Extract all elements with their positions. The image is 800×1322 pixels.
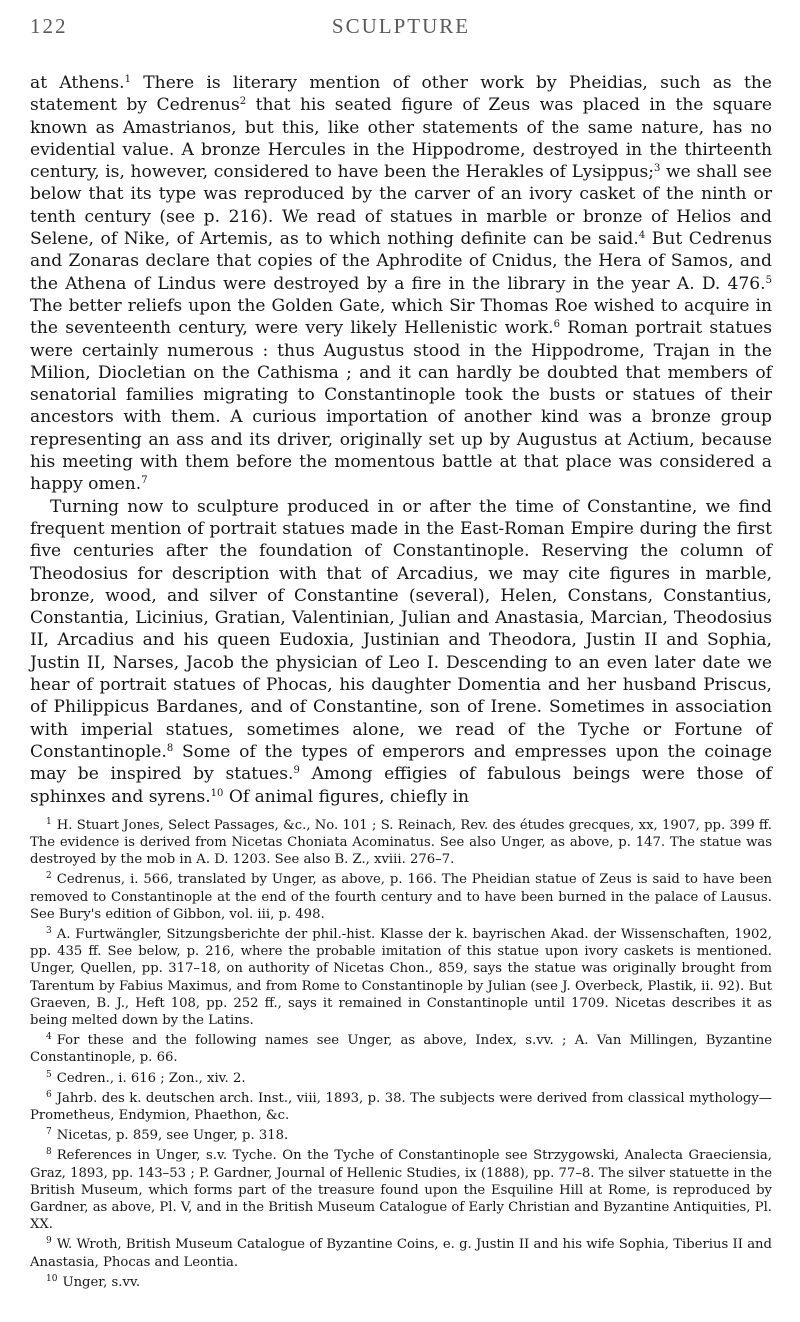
footnote-text: Unger, s.vv. [62, 1274, 141, 1290]
footnote-8 [30, 1144, 772, 1233]
paragraph-2: Turning now to sculpture produced in or after the time of Constantine, we find frequent mention of portrait statues made in the East-Roman Empire during the first five centuries after the foundation of Constantinople. Reserving the column of Theodosius for description with that of Arcadius, we may cite figures in marble, bronze, wood, and silver of Constantine (several), Helen, Constans, Constantius, Constantia, Licinius, Gratian, Valentinian, Julian and Anastasia, Marcian, Theodosius II, Arcadius and his queen Eudoxia, Justinian and Theodora, Justin II and Sophia, Justin II, Narses, Jacob the physician of Leo I. Descending to an even later date we hear of portrait statues of Phocas, his daughter Domentia and her husband Priscus, of Philippicus Bardanes, and of Constantine, son of Irene. Sometimes in association with imperial statues, sometimes alone, we read of the Tyche or Fortune of Constantinople.$^8$ Some of the types of emperors and empresses upon the coinage may be inspired by statues.$^9$ Among effigies of fabulous beings were those of sphinxes and syrens.$^{10}$ Of animal figures, chiefly in [30, 496, 772, 807]
footnote-5 [30, 1067, 772, 1087]
footnote-text: References in Unger, s.v. Tyche. On the Tyche of Constantinople see Strzygowski, Analecta Graeciensia, Graz, 1893, pp. 143–53 ; P. Gardner, Journal of Hellenic Studies, ix (1888), pp. 77–8. The silver statuette in the British Museum, which forms part of the treasure found upon the Esquiline Hill at Rome, is reproduced by Gardner, as above, Pl. V, and in the British Museum Catalogue of Early Christian and Byzantine Antiquities, Pl. XX. [30, 1148, 772, 1233]
footnote-10 [30, 1271, 772, 1291]
footnote-number: 6 [46, 1089, 52, 1100]
footnote-text: A. Furtwängler, Sitzungsberichte der phil.-hist. Klasse der k. bayrischen Akad. der Wissenschaften, 1902, pp. 435 ff. See below, p. 216, where the probable imitation of this statue upon ivory caskets is mentioned. Unger, Quellen, pp. 317–18, on authority of Nicetas Chon., 859, says the statue was originally brought from Tarentum by Fabius Maximus, and from Rome to Constantinople by Julian (see J. Overbeck, Plastik, ii. 92). But Graeven, B. J., Heft 108, pp. 252 ff., says it remained in Constantinople until 1709. Nicetas describes it as being melted down by the Latins. [30, 927, 772, 1029]
footnote-text: Nicetas, p. 859, see Unger, p. 318. [56, 1128, 289, 1144]
running-title: SCULPTURE [331, 14, 471, 38]
footnote-text: H. Stuart Jones, Select Passages, &c., No. 101 ; S. Reinach, Rev. des études grecques, xx, 1907, pp. 399 ff. The evidence is derived from Nicetas Choniata Acominatus. See also Unger, as above, p. 147. The statue was destroyed by the mob in A. D. 1203. See also B. Z., xviii. 276–7. [30, 817, 772, 868]
footnote-ref[interactable]: 4 [638, 230, 646, 242]
footnote-number: 2 [46, 871, 52, 882]
footnote-ref[interactable]: 5 [765, 274, 772, 286]
paragraph-1: at Athens.$^1$ There is literary mention of other work by Pheidias, such as the statement by Cedrenus$^2$ that his seated figure of Zeus was placed in the square known as Amastrianos, but this, like other statements of the same nature, has no evidential value. A bronze Hercules in the Hippodrome, destroyed in the thirteenth century, is, however, considered to have been the Herakles of Lysippus;$^3$ we shall see below that its type was reproduced by the carver of an ivory casket of the ninth or tenth century (see p. 216). We read of statues in marble or bronze of Helios and Selene, of Nike, of Artemis, as to which nothing definite can be said.$^4$ But Cedrenus and Zonaras declare that copies of the Aphrodite of Cnidus, the Hera of Samos, and the Athena of Lindus were destroyed by a fire in the library in the year A. D. 476.$^5$ The better reliefs upon the Golden Gate, which Sir Thomas Roe wished to acquire in the seventeenth century, were very likely Hellenistic work.$^6$ Roman portrait statues were certainly numerous : thus Augustus stood in the Hippodrome, Trajan in the Milion, Diocletian on the Cathisma ; and it can hardly be doubted that members of senatorial families migrating to Constantinople took the busts or statues of their ancestors with them. A curious importation of another kind was a bronze group representing an ass and its driver, originally set up by Augustus at Actium, because his meeting with them before the momentous battle at that place was considered a happy omen.$^7$ [30, 73, 773, 495]
footnote-number: 3 [46, 926, 52, 937]
footnote-number: 4 [46, 1032, 52, 1043]
footnote-4 [30, 1029, 772, 1066]
page-number: 122 [30, 14, 68, 38]
footnote-number: 8 [46, 1147, 52, 1158]
footnote-number: 5 [46, 1069, 52, 1080]
footnote-number: 7 [46, 1127, 52, 1138]
footnote-2 [30, 868, 772, 923]
footnote-6 [30, 1087, 772, 1124]
footnote-ref[interactable]: 7 [141, 475, 148, 487]
footnote-ref[interactable]: 8 [166, 742, 174, 754]
footnote-text: Jahrb. des k. deutschen arch. Inst., viii, 1893, p. 38. The subjects were derived from classical mythology—Prometheus, Endymion, Phaethon, &c. [30, 1090, 772, 1124]
footnote-ref[interactable]: 3 [654, 163, 661, 175]
footnote-ref[interactable]: 6 [553, 319, 560, 331]
footnote-9 [30, 1233, 772, 1270]
footnote-number: 9 [46, 1236, 52, 1247]
footnote-number: 10 [46, 1273, 58, 1284]
footnote-ref[interactable]: 2 [239, 96, 247, 108]
footnote-number: 1 [46, 816, 52, 827]
footnotes [30, 814, 772, 1291]
footnote-text: Cedrenus, i. 566, translated by Unger, as above, p. 166. The Pheidian statue of Zeus is said to have been removed to Constantinople at the end of the fourth century and to have been burned in the palace of Lausus. See Bury's edition of Gibbon, vol. iii, p. 498. [30, 872, 772, 922]
footnote-ref[interactable]: 1 [124, 74, 131, 85]
body-text [30, 72, 772, 808]
footnote-1 [30, 814, 772, 869]
footnote-text: W. Wroth, British Museum Catalogue of Byzantine Coins, e. g. Justin II and his wife Sophia, Tiberius II and Anastasia, Phocas and Leontia. [30, 1237, 772, 1270]
footnote-7 [30, 1124, 772, 1144]
footnote-3 [30, 923, 772, 1029]
footnote-text: For these and the following names see Unger, as above, Index, s.vv. ; A. Van Millingen, Byzantine Constantinople, p. 66. [30, 1033, 772, 1066]
footnote-text: Cedren., i. 616 ; Zon., xiv. 2. [56, 1070, 246, 1086]
page-header [30, 14, 772, 48]
footnote-ref[interactable]: 9 [293, 765, 300, 777]
footnote-ref[interactable]: 10 [210, 787, 224, 799]
